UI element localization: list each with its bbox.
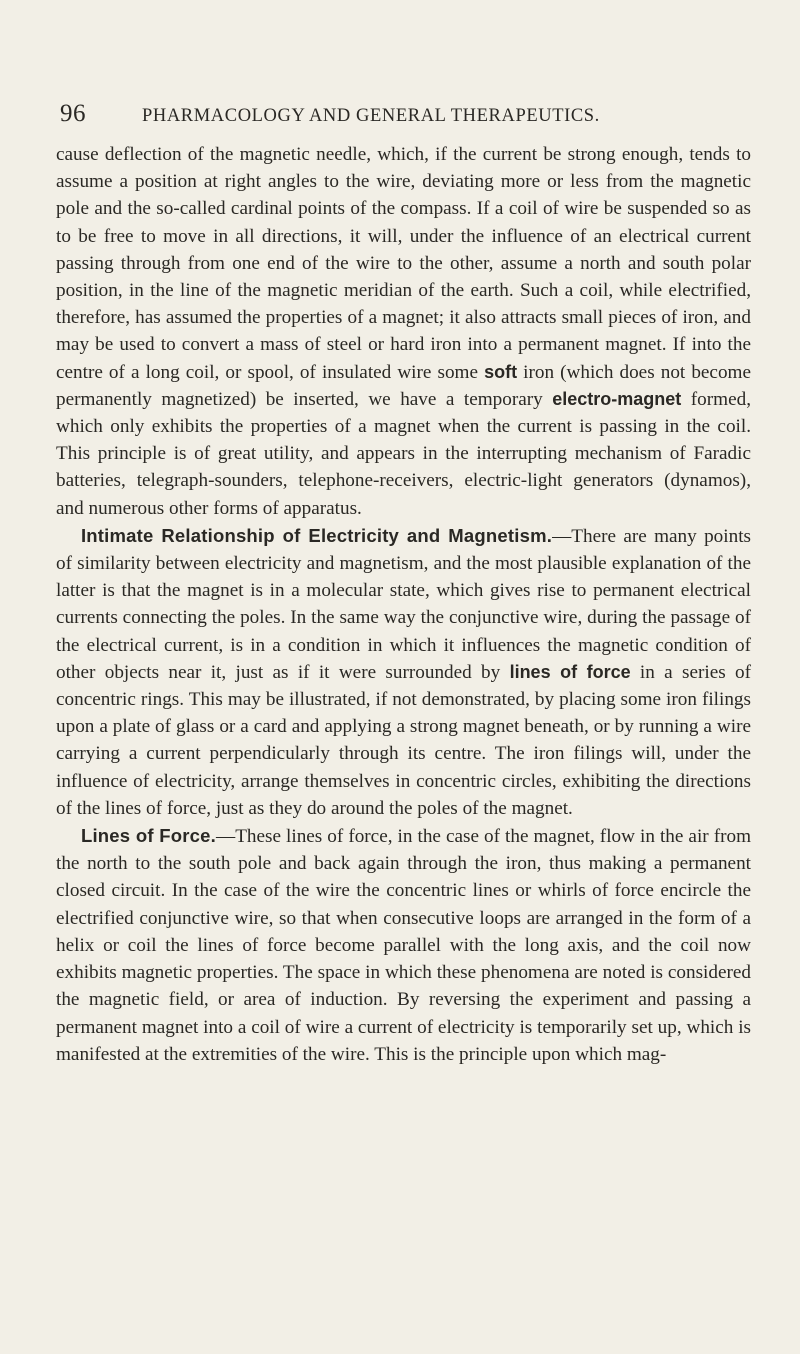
term-electro-magnet: electro-magnet: [552, 388, 682, 409]
term-lines-of-force: lines of force: [509, 661, 631, 682]
paragraph-electro-magnet: [56, 141, 751, 522]
paragraph-text: in a series of concentric rings. This may be illustrated, if not demonstrated, by placing some iron filings upon a plate of glass or a card and applying a strong magnet beneath, or by running a wire carrying a current perpendicularly through its centre. The iron filings will, under the influence of electricity, arrange themselves in concentric circles, exhibiting the directions of the lines of force, just as they do around the poles of the magnet.: [56, 661, 751, 819]
paragraph-relationship: [56, 522, 751, 822]
paragraph-text: iron (which does not become permanently magnetized) be inserted, we have a temporary: [56, 361, 751, 410]
body-text: [56, 141, 751, 1068]
paragraph-lines-of-force: [56, 822, 751, 1068]
section-heading: Intimate Relationship of Electricity and Magnetism.: [80, 524, 553, 546]
page-number: 96: [60, 100, 86, 127]
paragraph-text: cause deflection of the magnetic needle, which, if the current be strong enough, tends to assume a position at right angles to the wire, deviating more or less from the magnetic pole and the so-called cardinal points of the compass. If a coil of wire be suspended so as to be free to move in all directions, it will, under the influence of an electrical current passing through from one end of the wire to the other, assume a north and south polar position, in the line of the magnetic meridian of the earth. Such a coil, while electrified, therefore, has assumed the properties of a magnet; it also attracts small pieces of iron, and may be used to convert a mass of steel or hard iron into a permanent magnet. If into the centre of a long coil, or spool, of insulated wire some: [56, 144, 751, 383]
section-heading: Lines of Force.: [80, 825, 216, 847]
running-title: PHARMACOLOGY AND GENERAL THERAPEUTICS.: [142, 106, 600, 126]
paragraph-text: —There are many points of similarity between electricity and magnetism, and the most plausible explanation of the latter is that the magnet is in a molecular state, which gives rise to permanent electrical currents connecting the poles. In the same way the conjunctive wire, during the passage of the electrical current, is in a condition in which it influences the magnetic condition of other objects near it, just as if it were surrounded by: [56, 525, 751, 683]
term-soft: soft: [484, 361, 518, 382]
paragraph-text: —These lines of force, in the case of the magnet, flow in the air from the north to the south pole and back again through the iron, thus making a permanent closed circuit. In the case of the wire the concentric lines or whirls of force encircle the electrified conjunctive wire, so that when consecutive loops are arranged in the form of a helix or coil the lines of force become parallel with the long axis, and the coil now exhibits magnetic properties. The space in which these phenomena are noted is considered the magnetic field, or area of induction. By reversing the experiment and passing a permanent magnet into a coil of wire a current of electricity is temporarily set up, which is manifested at the extremities of the wire. This is the principle upon which mag-: [56, 826, 751, 1065]
running-head: [60, 100, 750, 134]
paragraph-text: formed, which only exhibits the properties of a magnet when the current is passing in the coil. This principle is of great utility, and appears in the interrupting mechanism of Faradic batteries, telegraph-sounders, telephone-receivers, electric-light generators (dynamos), and numerous other forms of apparatus.: [56, 388, 751, 519]
